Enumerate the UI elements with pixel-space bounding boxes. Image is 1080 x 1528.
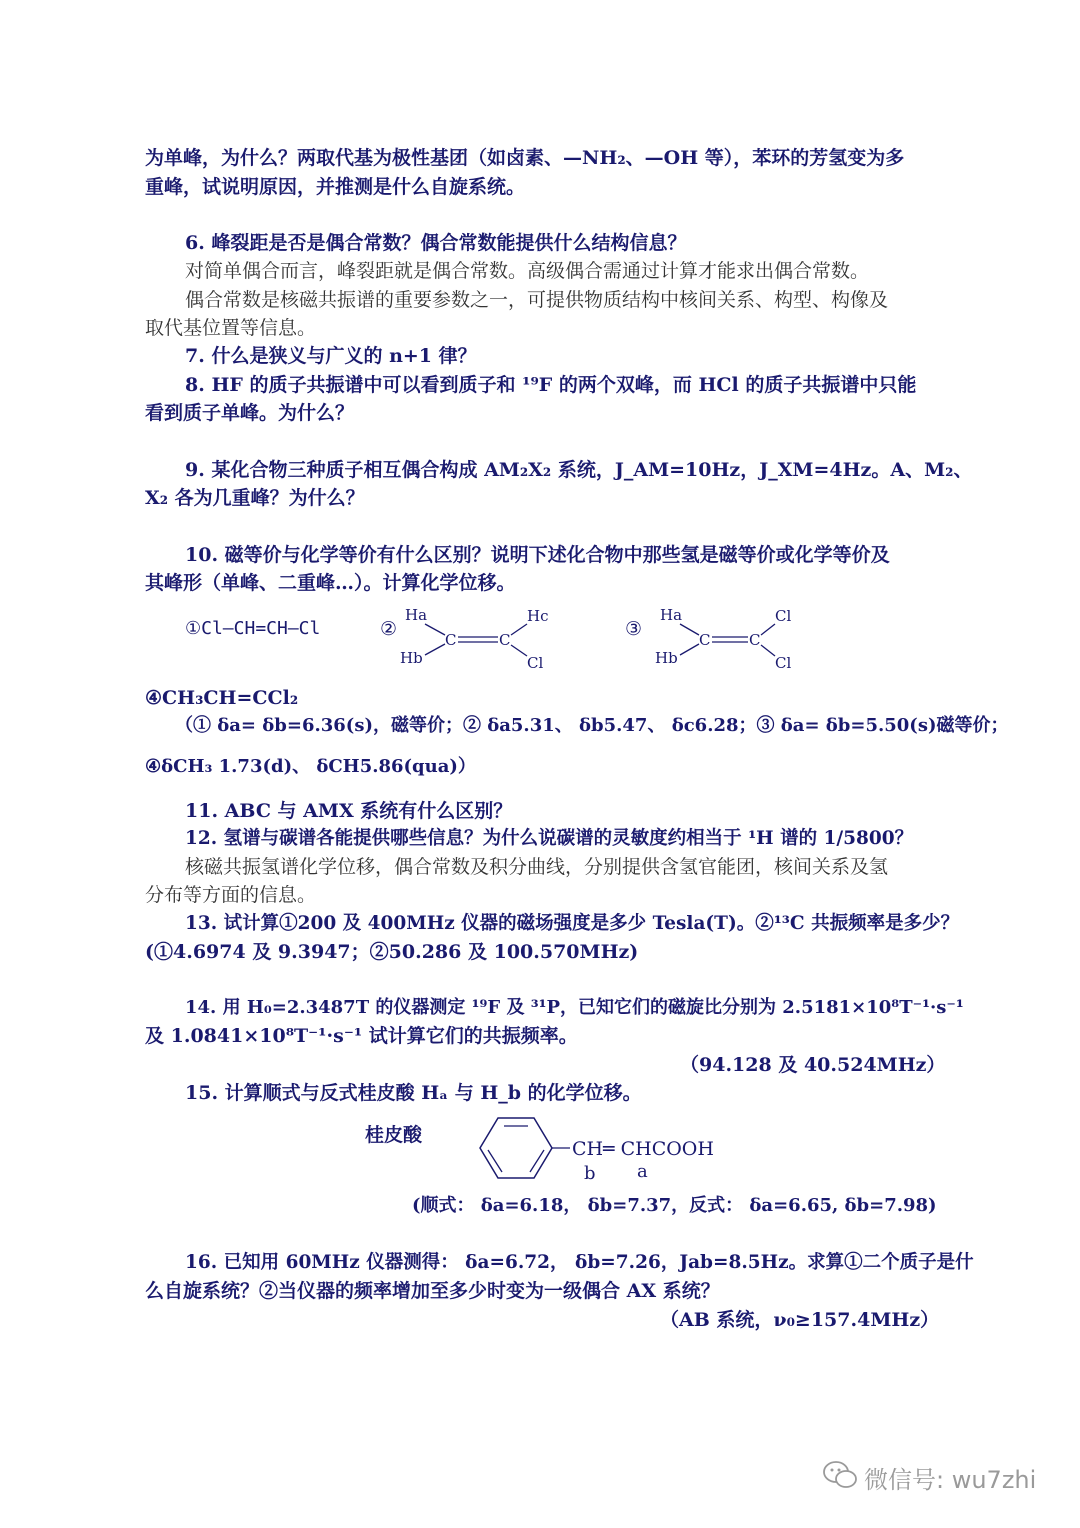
question-15: 15. 计算顺式与反式桂皮酸 Hₐ 与 H_b 的化学位移。 xyxy=(185,1082,642,1104)
bond xyxy=(761,624,775,635)
question-12: 12. 氢谱与碳谱各能提供哪些信息？为什么说碳谱的灵敏度约相当于 ¹H 谱的 1/5800？ xyxy=(185,828,914,849)
benzene-ring xyxy=(480,1118,552,1178)
bond xyxy=(680,644,699,655)
atom-cl: Cl xyxy=(527,654,544,672)
answer-14: （94.128 及 40.524MHz） xyxy=(680,1054,946,1076)
answer-16: （AB 系统，ν₀≥157.4MHz） xyxy=(660,1309,940,1331)
atom-c: C xyxy=(749,631,761,649)
text-line: 为单峰，为什么？两取代基为极性基团（如卤素、—NH₂、—OH 等），苯环的芳氢变为多 xyxy=(145,147,905,169)
answer-line: 核磁共振氢谱化学位移，偶合常数及积分曲线，分别提供含氢官能团，核间关系及氢 xyxy=(185,856,889,878)
watermark-text: 微信号: wu7zhi xyxy=(864,1466,1037,1494)
atom-c: C xyxy=(445,631,457,649)
text-line: 重峰，试说明原因，并推测是什么自旋系统。 xyxy=(145,176,526,198)
question-10: 10. 磁等价与化学等价有什么区别？说明下述化合物中那些氢是磁等价或化学等价及 xyxy=(185,544,890,566)
atom-cl: Cl xyxy=(775,607,792,625)
question-8: 8. HF 的质子共振谱中可以看到质子和 ¹⁹F 的两个双峰，而 HCl 的质子共振谱中只能 xyxy=(185,374,917,396)
compound-3-structure xyxy=(645,600,815,675)
ring-double-bond xyxy=(488,1150,502,1172)
question-9: 9. 某化合物三种质子相互偶合构成 AM₂X₂ 系统，J_AM=10Hz，J_XM=4Hz。A、M₂、 xyxy=(185,459,973,481)
watermark xyxy=(822,1456,1062,1496)
atom-ha: Ha xyxy=(660,606,683,624)
question-16: 16. 已知用 60MHz 仪器测得： δa=6.72， δb=7.26，Jab=8.5Hz。求算①二个质子是什 xyxy=(185,1252,974,1273)
compound-2-structure xyxy=(395,600,565,675)
question-9-cont: X₂ 各为几重峰？为什么？ xyxy=(145,487,365,509)
question-7: 7. 什么是狭义与广义的 n+1 律？ xyxy=(185,345,477,367)
atom-hc: Hc xyxy=(527,607,549,625)
answer-line: 对简单偶合而言，峰裂距就是偶合常数。高级偶合需通过计算才能求出偶合常数。 xyxy=(185,260,870,282)
question-14: 14. 用 H₀=2.3487T 的仪器测定 ¹⁹F 及 ³¹P，已知它们的磁旋比分别为 2.5181×10⁸T⁻¹·s⁻¹ xyxy=(185,997,964,1018)
bond xyxy=(511,624,527,635)
question-11: 11. ABC 与 AMX 系统有什么区别？ xyxy=(185,800,513,822)
label-a: a xyxy=(637,1161,648,1182)
compound-3-number: ③ xyxy=(625,618,643,640)
atom-hb: Hb xyxy=(400,649,423,667)
atom-hb: Hb xyxy=(655,649,678,667)
question-6: 6. 峰裂距是否是偶合常数？偶合常数能提供什么结构信息？ xyxy=(185,232,687,254)
answer-15: (顺式： δa=6.18， δb=7.37，反式： δa=6.65, δb=7.98) xyxy=(412,1195,937,1216)
question-8-cont: 看到质子单峰。为什么？ xyxy=(145,402,355,424)
bond xyxy=(511,645,527,656)
answer-10-cont: ④δCH₃ 1.73(d)、 δCH5.86(qua)） xyxy=(145,756,476,777)
question-13: 13. 试计算①200 及 400MHz 仪器的磁场强度是多少 Tesla(T)。②¹³C 共振频率是多少？ xyxy=(185,913,960,934)
atom-ha: Ha xyxy=(405,606,428,624)
atom-cl: Cl xyxy=(775,654,792,672)
side-chain-formula: CH═ CHCOOH xyxy=(572,1138,714,1160)
bond xyxy=(425,644,445,655)
wechat-icon xyxy=(822,1460,858,1490)
answer-line: 取代基位置等信息。 xyxy=(145,317,317,339)
cinnamic-acid-name: 桂皮酸 xyxy=(365,1124,423,1146)
answer-10: （① δa= δb=6.36(s)，磁等价；② δa5.31、 δb5.47、 δc6.28；③ δa= δb=5.50(s)磁等价； xyxy=(175,715,1009,736)
answer-line: 分布等方面的信息。 xyxy=(145,884,317,906)
compound-1: ①Cl—CH=CH—Cl xyxy=(185,618,321,639)
compound-4: ④CH₃CH=CCl₂ xyxy=(145,687,299,709)
compound-2-number: ② xyxy=(380,618,398,640)
bond xyxy=(680,624,699,635)
question-14-cont: 及 1.0841×10⁸T⁻¹·s⁻¹ 试计算它们的共振频率。 xyxy=(145,1025,578,1047)
ring-double-bond xyxy=(530,1150,544,1172)
atom-c: C xyxy=(699,631,711,649)
cinnamic-acid-structure xyxy=(462,1110,732,1190)
question-10-cont: 其峰形（单峰、二重峰…）。计算化学位移。 xyxy=(145,572,516,594)
bond xyxy=(761,645,775,656)
answer-13: (①4.6974 及 9.3947；②50.286 及 100.570MHz) xyxy=(145,941,639,963)
label-b: b xyxy=(584,1163,596,1184)
bond xyxy=(425,624,445,635)
question-16-cont: 么自旋系统？②当仪器的频率增加至多少时变为一级偶合 AX 系统？ xyxy=(145,1280,720,1302)
answer-line: 偶合常数是核磁共振谱的重要参数之一，可提供物质结构中核间关系、构型、构像及 xyxy=(185,289,889,311)
atom-c: C xyxy=(499,631,511,649)
